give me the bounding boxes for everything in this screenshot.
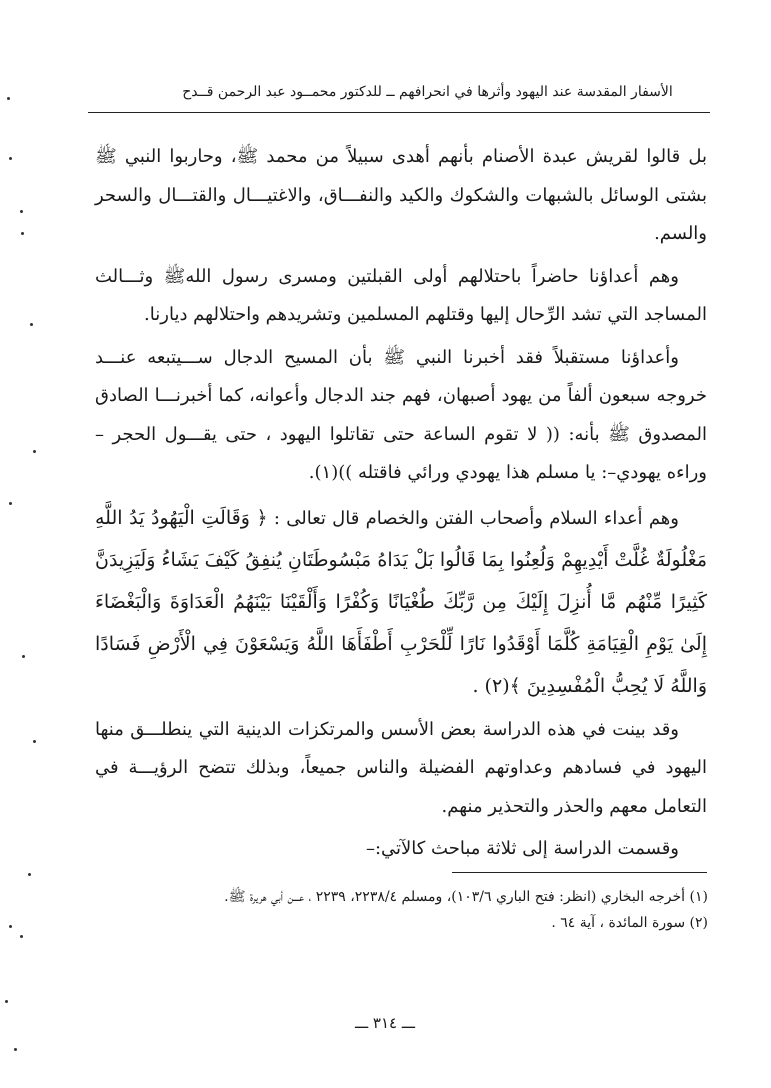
running-header: الأسفار المقدسة عند اليهود وأثرها في انحرافهم ــ للدكتور محمــود عبد الرحمن قــدح bbox=[182, 84, 673, 100]
footnotes bbox=[130, 884, 708, 936]
paragraph-4 bbox=[95, 497, 707, 707]
quran-verse: ﴿ وَقَالَتِ الْيَهُودُ يَدُ اللَّهِ مَغْلُولَةٌ غُلَّتْ أَيْدِيهِمْ وَلُعِنُوا بِمَا قَالُوا بَلْ يَدَاهُ مَبْسُوطَتَانِ يُنفِقُ كَيْفَ يَشَاءُ وَلَيَزِيدَنَّ كَثِيرًا مِّنْهُم مَّا أُنزِلَ إِلَيْكَ مِن رَّبِّكَ طُغْيَانًا وَكُفْرًا وَأَلْقَيْنَا بَيْنَهُمُ الْعَدَاوَةَ وَالْبَغْضَاءَ إِلَىٰ يَوْمِ الْقِيَامَةِ كُلَّمَا أَوْقَدُوا نَارًا لِّلْحَرْبِ أَطْفَأَهَا اللَّهُ وَيَسْعَوْنَ فِي الْأَرْضِ فَسَادًا وَاللَّهُ لَا يُحِبُّ الْمُفْسِدِينَ ﴾(٢) . bbox=[95, 506, 707, 697]
paragraph-6: وقسمت الدراسة إلى ثلاثة مباحث كالآتي:– bbox=[365, 838, 679, 859]
paragraph-2: وهم أعداؤنا حاضراً باحتلالهم أولى القبلتين ومسرى رسول اللهﷺ وثـــالث المساجد التي تشد الرِّحال إليها وقتلهم المسلمين وتشريدهم واحتلالهم ديارنا. bbox=[95, 265, 707, 325]
header-divider bbox=[88, 112, 710, 113]
footnote-divider bbox=[452, 872, 707, 873]
footnote-2: (٢) سورة المائدة ، آية ٦٤ . bbox=[551, 915, 708, 931]
paragraph-3: وأعداؤنا مستقبلاً فقد أخبرنا النبي ﷺ بأن المسيح الدجال ســـيتبعه عنـــد خروجه سبعون ألفاً من يهود أصبهان، فهم جند الدجال وأعوانه، كما أخبرنـــا الصادق المصدوق ﷺ بأنه: (( لا تقوم الساعة حتى تقاتلوا اليهود ، حتى يقـــول الحجر –وراءه يهودي–: يا مسلم هذا يهودي ورائي فاقتله ))(١). bbox=[95, 346, 707, 483]
footnote-1: (١) أخرجه البخاري (انظر: فتح الباري ١٠٣/٦)، ومسلم ٢٢٣٨/٤، ٢٢٣٩ ، عـــن أبي هريرة ﷺ. bbox=[224, 889, 708, 905]
main-text bbox=[95, 138, 707, 869]
paragraph-4-intro: وهم أعداء السلام وأصحاب الفتن والخصام قال تعالى : bbox=[273, 507, 679, 529]
paragraph-1: بل قالوا لقريش عبدة الأصنام بأنهم أهدى سبيلاً من محمد ﷺ، وحاربوا النبي ﷺ بشتى الوسائل بالشبهات والشكوك والكيد والنفـــاق، والاغتيـــال والقتـــال والسحر والسم. bbox=[95, 146, 707, 244]
margin-scan-specks bbox=[0, 0, 40, 1088]
paragraph-5: وقد بينت في هذه الدراسة بعض الأسس والمرتكزات الدينية التي ينطلـــق منها اليهود في فسادهم وعداوتهم الفضيلة والناس جميعاً، وبذلك تتضح الرؤيـــة في التعامل معهم والحذر والتحذير منهم. bbox=[95, 718, 707, 817]
page-number: ـــ ٣١٤ ـــ bbox=[354, 1014, 416, 1032]
